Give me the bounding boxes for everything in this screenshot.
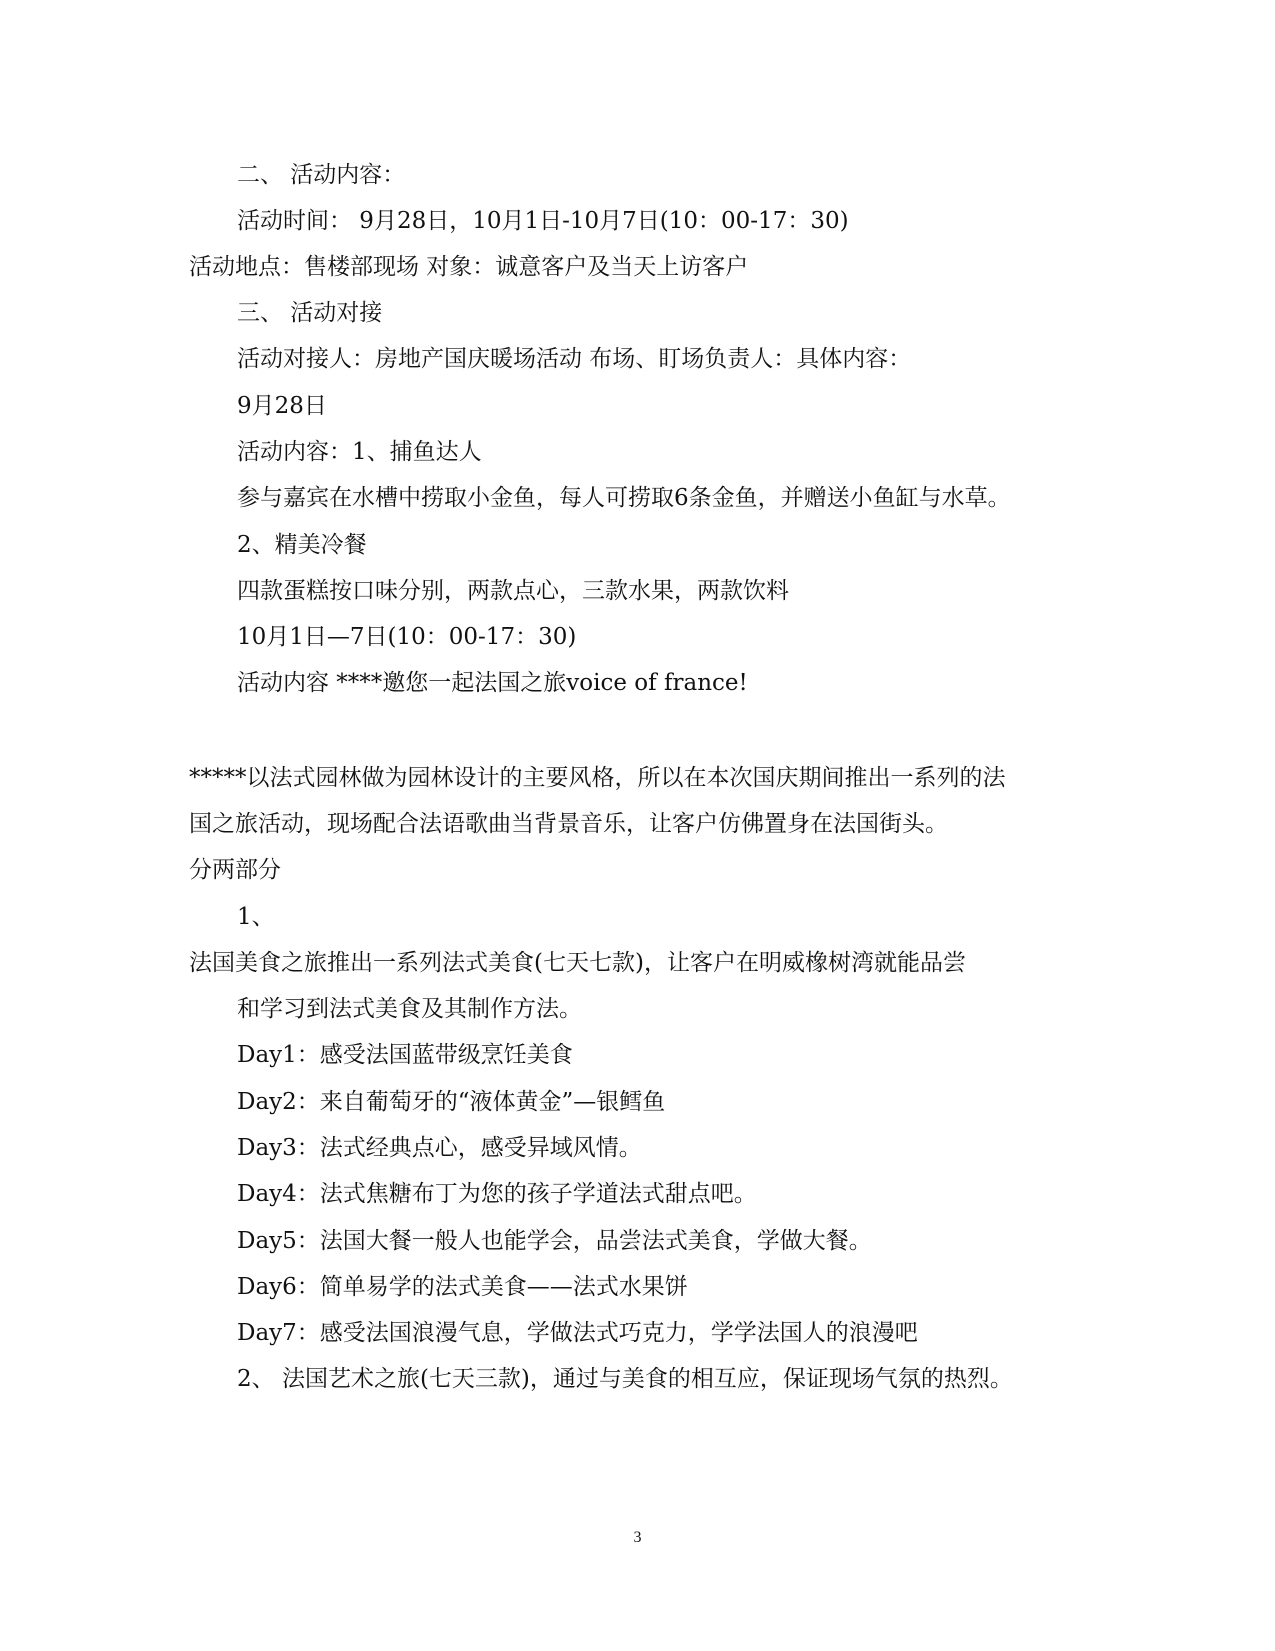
part-one-number: 1、 (237, 904, 275, 930)
page-number: 3 (633, 1529, 642, 1546)
cold-meal-description: 四款蛋糕按口味分别，两款点心，三款水果，两款饮料 (237, 578, 789, 604)
section-heading-activity-contact: 三、 活动对接 (237, 300, 383, 326)
activity-item-fishing: 活动内容：1、捕鱼达人 (237, 439, 482, 465)
date-oct-1-7: 10月1日—7日(10：00-17：30) (237, 624, 577, 650)
day5-item: Day5：法国大餐一般人也能学会，品尝法式美食，学做大餐。 (237, 1228, 872, 1254)
paragraph-french-garden-1: *****以法式园林做为园林设计的主要风格，所以在本次国庆期间推出一系列的法 (189, 765, 1006, 791)
day3-item: Day3：法式经典点心，感受异域风情。 (237, 1135, 642, 1161)
activity-item-cold-meal: 2、精美冷餐 (237, 532, 367, 558)
day4-item: Day4：法式焦糖布丁为您的孩子学道法式甜点吧。 (237, 1181, 757, 1207)
fishing-description: 参与嘉宾在水槽中捞取小金鱼，每人可捞取6条金鱼，并赠送小鱼缸与水草。 (237, 485, 1011, 511)
date-sept-28: 9月28日 (237, 393, 327, 419)
day2-item: Day2：来自葡萄牙的“液体黄金”—银鳕鱼 (237, 1089, 666, 1115)
day6-item: Day6：简单易学的法式美食——法式水果饼 (237, 1274, 688, 1300)
contact-person-line: 活动对接人：房地产国庆暖场活动 布场、盯场负责人：具体内容： (237, 346, 912, 372)
part-two-art-tour: 2、 法国艺术之旅(七天三款)，通过与美食的相互应，保证现场气氛的热烈。 (237, 1366, 1013, 1392)
day7-item: Day7：感受法国浪漫气息，学做法式巧克力，学学法国人的浪漫吧 (237, 1320, 918, 1346)
paragraph-french-garden-2: 国之旅活动，现场配合法语歌曲当背景音乐，让客户仿佛置身在法国街头。 (189, 811, 948, 837)
two-parts-label: 分两部分 (189, 857, 281, 883)
activity-content-france: 活动内容 ****邀您一起法国之旅voice of france! (237, 670, 748, 696)
day1-item: Day1：感受法国蓝带级烹饪美食 (237, 1042, 573, 1068)
section-heading-activity-content: 二、 活动内容： (237, 162, 406, 188)
french-food-tour-line-1: 法国美食之旅推出一系列法式美食(七天七款)，让客户在明威橡树湾就能品尝 (189, 950, 966, 976)
french-food-tour-line-2: 和学习到法式美食及其制作方法。 (237, 996, 582, 1022)
activity-location-line: 活动地点：售楼部现场 对象：诚意客户及当天上访客户 (189, 254, 749, 280)
activity-time-line: 活动时间： 9月28日，10月1日-10月7日(10：00-17：30) (237, 208, 849, 234)
